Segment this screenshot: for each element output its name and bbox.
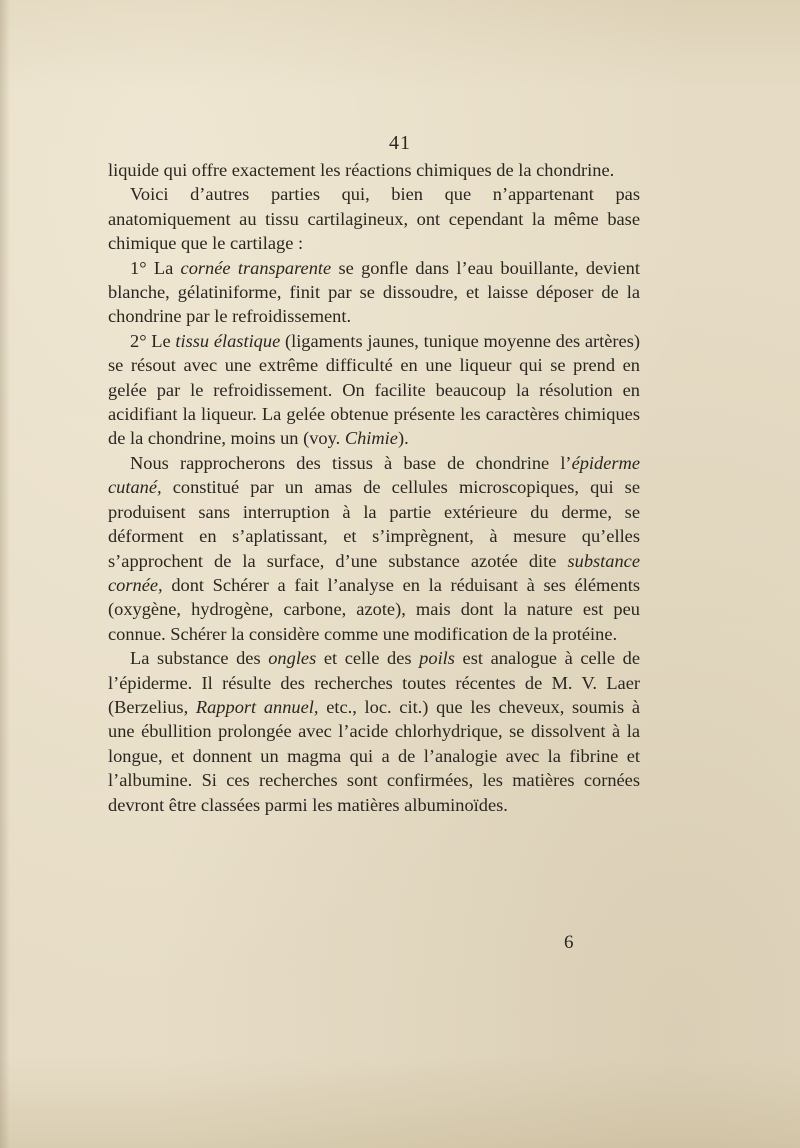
paragraph (108, 182, 640, 255)
italic-text: Chimie (344, 428, 398, 449)
page-number-top: 41 (389, 132, 411, 154)
text-run: constitué par un amas de cellules microscopiques, qui se produisent sans interruption à la partie extérieure du derme, se déforment en s’aplatissant, et s’imprègnent, à mesure qu’elles s’approchent de la surface, d’une substance azotée dite (108, 477, 640, 571)
text-run: 2° Le (130, 330, 176, 351)
text-run: ). (397, 428, 409, 449)
paragraph (108, 329, 640, 451)
italic-text: substance cornée, (108, 550, 640, 595)
paragraph (108, 256, 640, 329)
italic-text: Rapport annuel, (195, 696, 319, 717)
text-run: dont Schérer a fait l’analyse en la réduisant à ses éléments (oxygène, hydrogène, carbone, azote), mais dont la nature est peu connue. Schérer la considère comme une modification de la protéine. (108, 574, 640, 644)
italic-text: épiderme cutané, (108, 452, 640, 498)
italic-text: poils (419, 648, 455, 669)
text-run: est analogue à celle de l’épiderme. Il résulte des recherches toutes récentes de M. V. Laer (Berzelius, (108, 648, 641, 717)
italic-text: ongles (268, 648, 317, 669)
paragraph (108, 646, 640, 817)
text-run: (ligaments jaunes, tunique moyenne des artères) se résout avec une extrême difficulté en une liqueur qui se prend en gelée par le refroidissement. On facilite beaucoup la résolution en acidifiant la liqueur. La gelée obtenue présente les caractères chimiques de la chondrine, moins un (voy. (108, 330, 640, 449)
body-text (108, 158, 640, 817)
text-run: 1° La (130, 257, 181, 278)
paragraph (108, 158, 640, 182)
text-run: Voici d’autres parties qui, bien que n’appartenant pas anatomiquement au tissu cartilagineux, ont cependant la même base chimique que le cartilage : (108, 184, 640, 254)
page-edge-shadow (0, 0, 10, 1148)
paragraph (108, 451, 640, 646)
page-number-bottom: 6 (564, 932, 574, 953)
text-run: etc., loc. cit.) que les cheveux, soumis à une ébullition prolongée avec l’acide chlorhydrique, se dissolvent à la longue, et donnent un magma qui a de l’analogie avec la fibrine et l’albumine. Si ces recherches sont confirmées, les matières cornées devront être classées parmi les matières albuminoïdes. (108, 696, 641, 815)
text-run: se gonfle dans l’eau bouillante, devient blanche, gélatiniforme, finit par se dissoudre, et laisse déposer de la chondrine par le refroidissement. (108, 257, 640, 327)
text-run: et celle des (316, 648, 420, 669)
italic-text: cornée transparente (180, 257, 332, 278)
italic-text: tissu élastique (175, 330, 281, 351)
text-run: liquide qui offre exactement les réactions chimiques de la chondrine. (108, 160, 615, 180)
text-run: La substance des (130, 648, 269, 669)
text-run: Nous rapprocherons des tissus à base de chondrine l’ (130, 452, 572, 473)
